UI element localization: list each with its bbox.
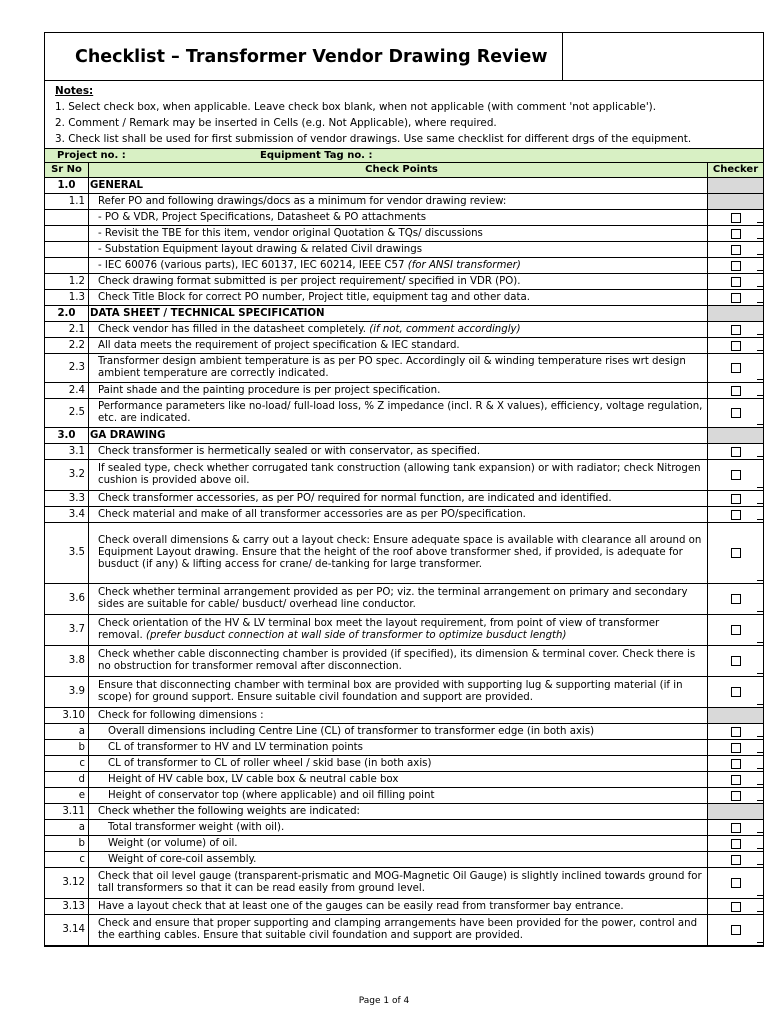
checkbox[interactable]: [731, 293, 741, 303]
checkbox[interactable]: [731, 791, 741, 801]
note-line: 1. Select check box, when applicable. Leave check box blank, when not applicable (with comment 'not applicable').: [55, 101, 657, 113]
remark-underline: [757, 456, 763, 457]
checker-cell: [708, 322, 763, 337]
sr-no-cell: 3.1: [45, 444, 89, 459]
table-row: [45, 226, 763, 242]
table-row: [45, 740, 763, 756]
check-point-text: Check orientation of the HV & LV terminal box meet the layout requirement, from point of view of transformer removal. (prefer busduct connection at wall side of transformer to optimize busduct length): [89, 615, 708, 645]
checker-cell: [708, 915, 763, 945]
checklist-sheet: [44, 32, 764, 947]
remark-underline: [757, 503, 763, 504]
checker-cell: [708, 399, 763, 427]
checkbox[interactable]: [731, 625, 741, 635]
remark-underline: [757, 736, 763, 737]
title-blank-cell: [563, 33, 763, 80]
checker-cell: [708, 756, 763, 771]
sr-no-cell: 3.9: [45, 677, 89, 707]
section-row: [45, 306, 763, 322]
checker-cell: [708, 772, 763, 787]
notes-block: [45, 81, 763, 149]
checkbox[interactable]: [731, 839, 741, 849]
table-row: [45, 491, 763, 507]
check-point-text: Have a layout check that at least one of the gauges can be easily read from transformer bay entrance.: [89, 899, 708, 914]
remark-underline: [757, 286, 763, 287]
remark-underline: [757, 222, 763, 223]
header-check-points: Check Points: [89, 163, 708, 177]
header-sr-no: Sr No: [45, 163, 89, 177]
project-row: [45, 149, 763, 163]
check-point-text: - Substation Equipment layout drawing & related Civil drawings: [89, 242, 708, 257]
section-title: GENERAL: [89, 178, 708, 193]
checker-cell: [708, 677, 763, 707]
checker-cell: [708, 868, 763, 898]
table-header: [45, 163, 763, 178]
sr-no-cell: 2.2: [45, 338, 89, 353]
document-title: Checklist – Transformer Vendor Drawing Review: [45, 33, 563, 80]
checkbox[interactable]: [731, 743, 741, 753]
remark-underline: [757, 424, 763, 425]
remark-underline: [757, 864, 763, 865]
check-point-text: Check drawing format submitted is per project requirement/ specified in VDR (PO).: [89, 274, 708, 289]
remark-underline: [757, 254, 763, 255]
checkbox[interactable]: [731, 325, 741, 335]
sr-no-cell: [45, 242, 89, 257]
table-row: [45, 820, 763, 836]
checker-cell: [708, 428, 763, 443]
checker-cell: [708, 491, 763, 506]
checker-cell: [708, 226, 763, 241]
remark-underline: [757, 611, 763, 612]
sr-no-cell: 1.0: [45, 178, 89, 193]
checkbox[interactable]: [731, 277, 741, 287]
checker-cell: [708, 444, 763, 459]
checkbox[interactable]: [731, 494, 741, 504]
page-footer: Page 1 of 4: [358, 996, 410, 1006]
remark-underline: [757, 580, 763, 581]
checker-cell: [708, 788, 763, 803]
checkbox[interactable]: [731, 548, 741, 558]
sr-no-cell: [45, 226, 89, 241]
check-point-text: Overall dimensions including Centre Line (CL) of transformer to transformer edge (in both axis): [89, 724, 708, 739]
checkbox[interactable]: [731, 261, 741, 271]
sr-no-cell: 3.7: [45, 615, 89, 645]
check-point-text: Check and ensure that proper supporting and clamping arrangements have been provided for the power, control and the earthing cables. Ensure that suitable civil foundation and support are provided.: [89, 915, 708, 945]
sr-no-cell: 2.0: [45, 306, 89, 321]
check-point-text: Height of HV cable box, LV cable box & neutral cable box: [89, 772, 708, 787]
check-point-text: Check for following dimensions :: [89, 708, 708, 723]
remark-underline: [757, 302, 763, 303]
header-checker: Checker: [712, 164, 759, 175]
sr-no-cell: c: [45, 852, 89, 867]
note-line: 2. Comment / Remark may be inserted in Cells (e.g. Not Applicable), where required.: [55, 117, 497, 129]
sr-no-cell: 3.5: [45, 523, 89, 583]
table-row: [45, 338, 763, 354]
checker-cell: [708, 820, 763, 835]
remark-underline: [757, 673, 763, 674]
sr-no-cell: 3.2: [45, 460, 89, 490]
remark-underline: [757, 334, 763, 335]
checker-cell: [708, 852, 763, 867]
table-row: [45, 804, 763, 820]
checker-cell: [708, 615, 763, 645]
checkbox[interactable]: [731, 470, 741, 480]
table-row: [45, 788, 763, 804]
remark-underline: [757, 752, 763, 753]
check-point-text: If sealed type, check whether corrugated tank construction (allowing tank expansion) or with radiator; check Nitrogen cushion is provided above oil.: [89, 460, 708, 490]
sr-no-cell: 3.3: [45, 491, 89, 506]
checkbox[interactable]: [731, 759, 741, 769]
section-title: GA DRAWING: [89, 428, 708, 443]
checker-cell: [708, 242, 763, 257]
checker-cell: [708, 804, 763, 819]
checkbox[interactable]: [731, 510, 741, 520]
table-row: [45, 290, 763, 306]
checkbox[interactable]: [731, 727, 741, 737]
checker-cell: [708, 460, 763, 490]
table-row: [45, 460, 763, 491]
sr-no-cell: a: [45, 724, 89, 739]
table-row: [45, 708, 763, 724]
checkbox[interactable]: [731, 229, 741, 239]
check-point-text: Paint shade and the painting procedure is per project specification.: [89, 383, 708, 398]
sr-no-cell: 2.5: [45, 399, 89, 427]
table-row: [45, 772, 763, 788]
checkbox[interactable]: [731, 245, 741, 255]
table-row: [45, 584, 763, 615]
sr-no-cell: 2.4: [45, 383, 89, 398]
checker-cell: [708, 507, 763, 522]
note-line: 3. Check list shall be used for first submission of vendor drawings. Use same checklist for different drgs of the equipment.: [55, 133, 692, 145]
sr-no-cell: [45, 258, 89, 273]
table-row: [45, 274, 763, 290]
checker-cell: [708, 290, 763, 305]
remark-underline: [757, 487, 763, 488]
remark-underline: [757, 704, 763, 705]
checker-cell: [708, 724, 763, 739]
table-row: [45, 354, 763, 383]
table-row: [45, 210, 763, 226]
remark-underline: [757, 270, 763, 271]
check-point-text: Weight (or volume) of oil.: [89, 836, 708, 851]
checker-cell: [708, 584, 763, 614]
section-row: [45, 178, 763, 194]
remark-underline: [757, 942, 763, 943]
sr-no-cell: 1.2: [45, 274, 89, 289]
sr-no-cell: c: [45, 756, 89, 771]
check-point-text: - IEC 60076 (various parts), IEC 60137, IEC 60214, IEEE C57 (for ANSI transformer): [89, 258, 708, 273]
remark-underline: [757, 911, 763, 912]
checkbox[interactable]: [731, 823, 741, 833]
checker-cell: [708, 338, 763, 353]
table-row: [45, 194, 763, 210]
remark-underline: [757, 350, 763, 351]
table-row: [45, 615, 763, 646]
table-row: [45, 677, 763, 708]
remark-underline: [757, 519, 763, 520]
checker-cell: [708, 194, 763, 209]
remark-underline: [757, 238, 763, 239]
checker-cell: [708, 383, 763, 398]
check-point-text: Refer PO and following drawings/docs as a minimum for vendor drawing review:: [89, 194, 708, 209]
sr-no-cell: 1.3: [45, 290, 89, 305]
checker-cell: [708, 274, 763, 289]
check-point-text: Check whether the following weights are indicated:: [89, 804, 708, 819]
table-row: [45, 242, 763, 258]
check-point-text: Check transformer is hermetically sealed or with conservator, as specified.: [89, 444, 708, 459]
sr-no-cell: 3.12: [45, 868, 89, 898]
sr-no-cell: 3.8: [45, 646, 89, 676]
check-point-text: Check that oil level gauge (transparent-prismatic and MOG-Magnetic Oil Gauge) is slightly inclined towards ground for tall transformers so that it can be read easily from ground level.: [89, 868, 708, 898]
table-row: [45, 258, 763, 274]
remark-underline: [757, 379, 763, 380]
checkbox[interactable]: [731, 386, 741, 396]
sr-no-cell: 2.3: [45, 354, 89, 382]
checkbox[interactable]: [731, 687, 741, 697]
checkbox[interactable]: [731, 775, 741, 785]
checker-cell: [708, 258, 763, 273]
sr-no-cell: 3.0: [45, 428, 89, 443]
section-title: DATA SHEET / TECHNICAL SPECIFICATION: [89, 306, 708, 321]
checkbox[interactable]: [731, 878, 741, 888]
sr-no-cell: 3.4: [45, 507, 89, 522]
sr-no-cell: 3.11: [45, 804, 89, 819]
remark-underline: [757, 800, 763, 801]
check-point-text: - PO & VDR, Project Specifications, Datasheet & PO attachments: [89, 210, 708, 225]
checker-cell: [708, 899, 763, 914]
table-row: [45, 444, 763, 460]
check-point-text: Check transformer accessories, as per PO/ required for normal function, are indicated and identified.: [89, 491, 708, 506]
sr-no-cell: 2.1: [45, 322, 89, 337]
checkbox[interactable]: [731, 855, 741, 865]
check-point-text: Height of conservator top (where applicable) and oil filling point: [89, 788, 708, 803]
table-row: [45, 724, 763, 740]
equipment-tag-label: Equipment Tag no. :: [260, 150, 373, 161]
table-row: [45, 383, 763, 399]
table-row: [45, 899, 763, 915]
check-point-text: Total transformer weight (with oil).: [89, 820, 708, 835]
checker-cell: [708, 354, 763, 382]
table-row: [45, 399, 763, 428]
checkbox[interactable]: [731, 341, 741, 351]
table-row: [45, 322, 763, 338]
checkbox[interactable]: [731, 594, 741, 604]
sr-no-cell: 3.10: [45, 708, 89, 723]
table-row: [45, 868, 763, 899]
table-row: [45, 523, 763, 584]
remark-underline: [757, 768, 763, 769]
check-point-text: Check whether cable disconnecting chamber is provided (if specified), its dimension & terminal cover. Check there is no obstruction for transformer removal after disconnection.: [89, 646, 708, 676]
sr-no-cell: b: [45, 740, 89, 755]
section-row: [45, 428, 763, 444]
sr-no-cell: d: [45, 772, 89, 787]
sr-no-cell: 3.6: [45, 584, 89, 614]
checker-cell: [708, 210, 763, 225]
check-point-text: Ensure that disconnecting chamber with terminal box are provided with supporting lug & supporting material (if in scope) for ground support. Ensure suitable civil foundation and support are provided.: [89, 677, 708, 707]
remark-underline: [757, 832, 763, 833]
remark-underline: [757, 895, 763, 896]
checkbox[interactable]: [731, 408, 741, 418]
table-row: [45, 852, 763, 868]
check-point-text: All data meets the requirement of project specification & IEC standard.: [89, 338, 708, 353]
checkbox[interactable]: [731, 925, 741, 935]
checkbox[interactable]: [731, 656, 741, 666]
check-point-text: Check material and make of all transformer accessories are as per PO/specification.: [89, 507, 708, 522]
project-number-label: Project no. :: [57, 150, 126, 161]
checkbox[interactable]: [731, 363, 741, 373]
checker-cell: [708, 178, 763, 193]
check-point-text: Transformer design ambient temperature is as per PO spec. Accordingly oil & winding temperature rises wrt design ambient temperature are correctly indicated.: [89, 354, 708, 382]
table-row: [45, 915, 763, 946]
sr-no-cell: [45, 210, 89, 225]
checklist-rows: [45, 178, 763, 946]
sr-no-cell: b: [45, 836, 89, 851]
table-row: [45, 646, 763, 677]
checker-cell: [708, 306, 763, 321]
table-row: [45, 507, 763, 523]
check-point-text: CL of transformer to HV and LV termination points: [89, 740, 708, 755]
check-point-text: Weight of core-coil assembly.: [89, 852, 708, 867]
table-row: [45, 836, 763, 852]
checkbox[interactable]: [731, 902, 741, 912]
remark-underline: [757, 395, 763, 396]
sr-no-cell: 1.1: [45, 194, 89, 209]
remark-underline: [757, 848, 763, 849]
sr-no-cell: 3.14: [45, 915, 89, 945]
check-point-text: - Revisit the TBE for this item, vendor original Quotation & TQs/ discussions: [89, 226, 708, 241]
notes-heading: Notes:: [55, 85, 94, 97]
title-row: [45, 33, 763, 81]
checker-cell: [708, 708, 763, 723]
remark-underline: [757, 642, 763, 643]
checkbox[interactable]: [731, 213, 741, 223]
table-row: [45, 756, 763, 772]
sr-no-cell: a: [45, 820, 89, 835]
check-point-text: Check Title Block for correct PO number, Project title, equipment tag and other data.: [89, 290, 708, 305]
check-point-text: Performance parameters like no-load/ full-load loss, % Z impedance (incl. R & X values), efficiency, voltage regulation, etc. are indicated.: [89, 399, 708, 427]
sr-no-cell: 3.13: [45, 899, 89, 914]
checker-cell: [708, 836, 763, 851]
check-point-text: CL of transformer to CL of roller wheel / skid base (in both axis): [89, 756, 708, 771]
check-point-text: Check overall dimensions & carry out a layout check: Ensure adequate space is available with clearance all around on Equipment Layout drawing. Ensure that the height of the roof above transformer shed, if provided, is adequate for busduct (if any) & lifting access for crane/ de-tanking for large transformer.: [89, 523, 708, 583]
check-point-text: Check whether terminal arrangement provided as per PO; viz. the terminal arrangement on primary and secondary sides are suitable for cable/ busduct/ overhead line conductor.: [89, 584, 708, 614]
remark-underline: [757, 784, 763, 785]
sr-no-cell: e: [45, 788, 89, 803]
checker-cell: [708, 523, 763, 583]
checkbox[interactable]: [731, 447, 741, 457]
checker-cell: [708, 646, 763, 676]
check-point-text: Check vendor has filled in the datasheet completely. (if not, comment accordingly): [89, 322, 708, 337]
checker-cell: [708, 740, 763, 755]
